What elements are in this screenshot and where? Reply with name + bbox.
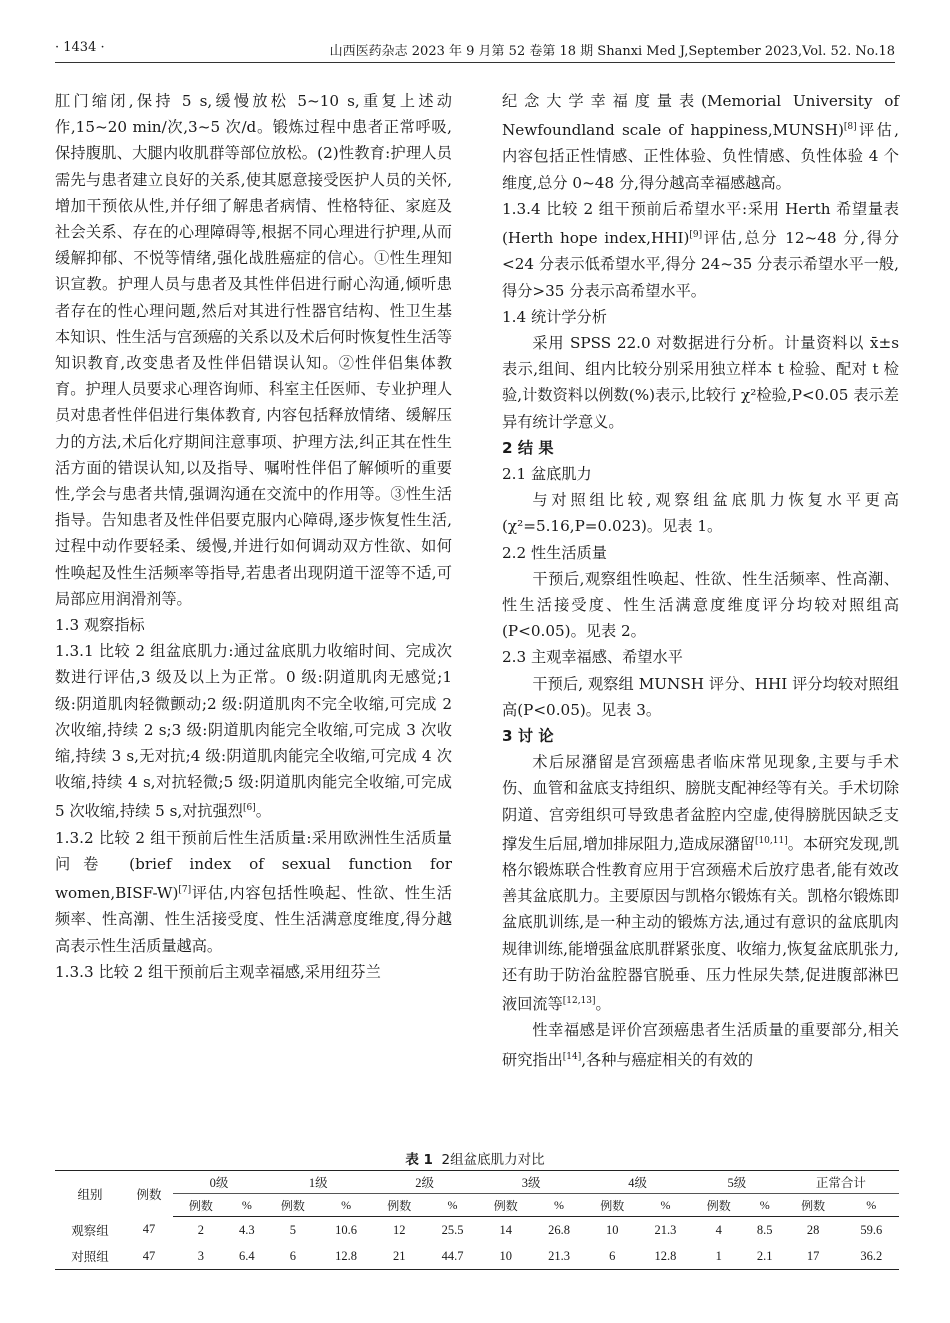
sub-header: 例数 bbox=[265, 1194, 321, 1217]
paragraph: 肛门缩闭,保持 5 s,缓慢放松 5~10 s,重复上述动作,15~20 min/次,3~5 次/d。锻炼过程中患者正常呼吸,保持腹肌、大腿内收肌群等部位放松。(2)性教育:护理人员需先与患者建立良好的关系,使其愿意接受医护人员的关怀,增加干预依从性,并仔细了解患者病情、性格特征、家庭及社会关系、存在的心理障碍等,根据不同心理进行护理,从而缓解抑郁、不悦等情绪,强化战胜癌症的信心。①性生理知识宣教。护理人员与患者及其性伴侣进行耐心沟通,倾听患者存在的性心理问题,然后对其进行性器官结构、性卫生基本知识、性生活与宫颈癌的关系以及术后何时恢复性生活等知识教育,改变患者及性伴侣错误认知。②性伴侣集体教育。护理人员要求心理咨询师、科室主任医师、专业护理人员对患者性伴侣进行集体教育, 内容包括释放情绪、缓解压力的方法,术后化疗期间注意事项、护理方法,纠正其在性生活方面的错误认知,以及指导、嘱咐性伴侣了解倾听的重要性,学会与患者共情,强调沟通在交流中的作用等。③性生活指导。告知患者及性伴侣要克服内心障碍,逐步恢复性生活,过程中动作要轻柔、缓慢,并进行如何调动双方性欲、如何性唤起及性生活频率等指导,若患者出现阴道干涩等不适,可局部应用润滑剂等。 bbox=[55, 92, 452, 608]
section-heading: 1.4 统计学分析 bbox=[502, 307, 607, 326]
section-heading: 2.3 主观幸福感、希望水平 bbox=[502, 648, 683, 667]
col-header-level: 4级 bbox=[584, 1171, 690, 1194]
col-header-level: 5级 bbox=[691, 1171, 783, 1194]
table-row: 对照组 47 3 6.4 6 12.8 21 44.7 10 21.3 6 12.8 1 2.1 17 36.2 bbox=[55, 1243, 899, 1270]
table-pelvic-floor bbox=[55, 1170, 899, 1270]
paragraph: 性幸福感是评价宫颈癌患者生活质量的重要部分,相关研究指出[14],各种与癌症相关的有效的 bbox=[502, 1021, 899, 1069]
sub-header: % bbox=[534, 1194, 585, 1217]
section-heading: 2 结 果 bbox=[502, 438, 554, 457]
col-header-n: 例数 bbox=[125, 1171, 173, 1217]
paragraph: 干预后, 观察组 MUNSH 评分、HHI 评分均较对照组高(P<0.05)。见表 3。 bbox=[502, 674, 899, 719]
sub-header: % bbox=[640, 1194, 691, 1217]
page-number: · 1434 · bbox=[55, 40, 105, 55]
paragraph: 术后尿潴留是宫颈癌患者临床常见现象,主要与手术伤、血管和盆底支持组织、膀胱支配神经等有关。手术切除阴道、宫旁组织可导致患者盆腔内空虚,使得膀胱因缺乏支撑发生后屈,增加排尿阻力,造成尿潴留[10,11]。本研究发现,凯格尔锻炼联合性教育应用于宫颈癌术后放疗患者,能有效改善其盆底肌力。主要原因与凯格尔锻炼有关。凯格尔锻炼即盆底肌训练,是一种主动的锻炼方法,通过有意识的盆底肌肉规律训练,能增强盆底肌群紧张度、收缩力,恢复盆底肌张力,还有助于防治盆腔器官脱垂、压力性尿失禁,促进腹部淋巴液回流等[12,13]。 bbox=[502, 753, 899, 1014]
paragraph: 采用 SPSS 22.0 对数据进行分析。计量资料以 x̄±s 表示,组间、组内比较分别采用独立样本 t 检验、配对 t 检验,计数资料以例数(%)表示,比较行 χ²检验,P<0.05 表示差异有统计学意义。 bbox=[502, 333, 899, 431]
col-header-level: 0级 bbox=[173, 1171, 265, 1194]
paragraph: 与对照组比较,观察组盆底肌力恢复水平更高(χ²=5.16,P=0.023)。见表 1。 bbox=[502, 491, 899, 536]
table-caption: 表 1 2组盆底肌力对比 bbox=[405, 1152, 545, 1168]
paragraph: 干预后,观察组性唤起、性欲、性生活频率、性高潮、性生活接受度、性生活满意度维度评分均较对照组高(P<0.05)。见表 2。 bbox=[502, 569, 899, 641]
citation: [8] bbox=[843, 122, 857, 133]
table-row: 观察组 47 2 4.3 5 10.6 12 25.5 14 26.8 10 21.3 4 8.5 28 59.6 bbox=[71, 1222, 883, 1238]
right-column bbox=[502, 88, 899, 1073]
sub-header: % bbox=[427, 1194, 478, 1217]
sub-header: 例数 bbox=[173, 1194, 229, 1217]
sub-header: 例数 bbox=[584, 1194, 640, 1217]
citation: [12,13] bbox=[562, 996, 596, 1007]
running-header bbox=[55, 38, 895, 63]
journal-info: 山西医药杂志 2023 年 9 月第 52 卷第 18 期 Shanxi Med J,September 2023,Vol. 52. No.18 bbox=[329, 44, 895, 59]
paragraph: 1.3.2 比较 2 组干预前后性生活质量:采用欧洲性生活质量问卷 (brief index of sexual function for women,BISF-W)[7]评估,内容包括性唤起、性欲、性生活频率、性高潮、性生活接受度、性生活满意度维度,得分越高表示性生活质量越高。 bbox=[55, 828, 452, 955]
citation: [7] bbox=[178, 885, 192, 896]
citation: [6] bbox=[242, 803, 256, 814]
citation: [14] bbox=[562, 1051, 582, 1062]
sub-header: % bbox=[229, 1194, 265, 1217]
sub-header: % bbox=[747, 1194, 783, 1217]
left-column bbox=[55, 88, 452, 985]
section-heading: 3 讨 论 bbox=[502, 727, 554, 745]
citation: [10,11] bbox=[754, 835, 788, 846]
col-header-level: 2级 bbox=[371, 1171, 477, 1194]
col-header-group: 组别 bbox=[55, 1171, 125, 1217]
col-header-level: 3级 bbox=[478, 1171, 584, 1194]
sub-header: 例数 bbox=[783, 1194, 844, 1217]
citation: [9] bbox=[689, 230, 703, 241]
sub-header: % bbox=[844, 1194, 899, 1217]
sub-header: 例数 bbox=[691, 1194, 747, 1217]
paragraph: 1.3.4 比较 2 组干预前后希望水平:采用 Herth 希望量表(Herth hope index,HHI)[9]评估,总分 12~48 分,得分<24 分表示低希望水平,得分 24~35 分表示希望水平一般,得分>35 分表示高希望水平。 bbox=[502, 199, 900, 300]
sub-header: % bbox=[321, 1194, 372, 1217]
paragraph: 1.3.3 比较 2 组干预前后主观幸福感,采用纽芬兰 bbox=[55, 962, 381, 981]
paragraph: 1.3.1 比较 2 组盆底肌力:通过盆底肌力收缩时间、完成次数进行评估,3 级及以上为正常。0 级:阴道肌肉无感觉;1 级:阴道肌肉轻微颤动;2 级:阴道肌肉不完全收缩,可完成 2 次收缩,持续 2 s;3 级:阴道肌肉能完全收缩,可完成 3 次收缩,持续 3 s,无对抗;4 级:阴道肌肉能完全收缩,可完成 4 次收缩,持续 4 s,对抗轻微;5 级:阴道肌肉能完全收缩,可完成 5 次收缩,持续 5 s,对抗强烈[6]。 bbox=[55, 642, 452, 821]
col-header-level: 1级 bbox=[265, 1171, 371, 1194]
section-heading: 2.1 盆底肌力 bbox=[502, 464, 592, 483]
sub-header: 例数 bbox=[371, 1194, 427, 1217]
sub-header: 例数 bbox=[478, 1194, 534, 1217]
section-heading: 2.2 性生活质量 bbox=[502, 543, 607, 562]
section-heading: 1.3 观察指标 bbox=[55, 616, 145, 635]
paragraph: 纪念大学幸福度量表(Memorial University of Newfoundland scale of happiness,MUNSH)[8]评估,内容包括正性情感、正性体验、负性情感、负性体验 4 个维度,总分 0~48 分,得分越高幸福感越高。 bbox=[502, 92, 899, 192]
col-header-level: 正常合计 bbox=[783, 1171, 899, 1194]
